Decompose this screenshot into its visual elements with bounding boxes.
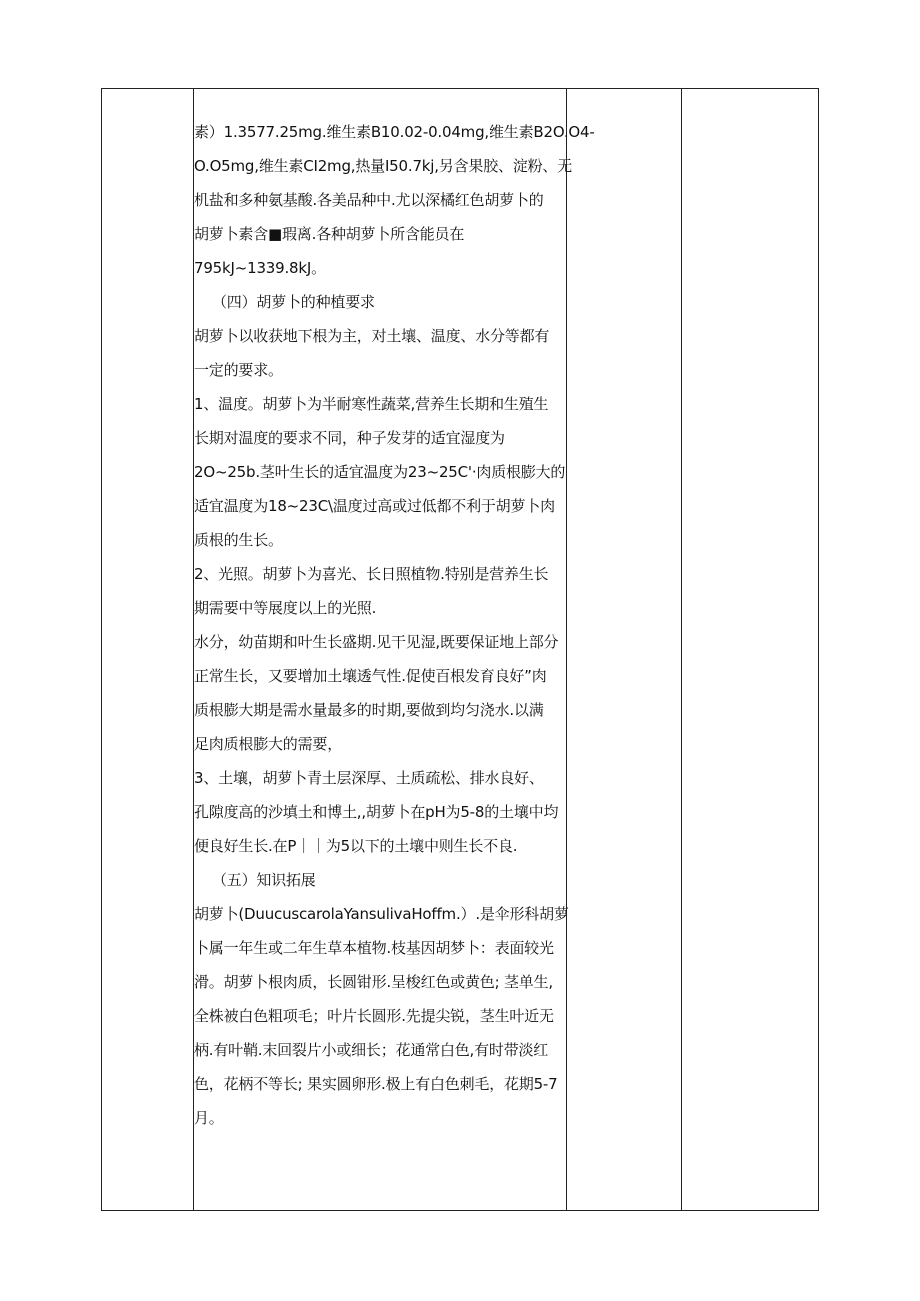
lesson-table (101, 88, 819, 1211)
text-line: 全株被白色粗项毛；叶片长圆形.先提尖锐，茎生叶近无 (194, 1007, 554, 1025)
text-line: 柄.有叶鞘.末回裂片小或细长；花通常白色,有时带淡红 (194, 1041, 549, 1059)
text-line: （五）知识拓展 (212, 871, 316, 889)
text-line: 长期对温度的要求不同，种子发芽的适宜湿度为 (194, 429, 505, 447)
text-line: O.O5mg,维生素CI2mg,热量I50.7kj,另含果胶、淀粉、无 (194, 157, 573, 175)
text-line: （四）胡萝卜的种植要求 (212, 293, 375, 311)
text-line: 卜属一年生或二年生草本植物.枝基因胡梦卜：表面较光 (194, 939, 554, 957)
text-line: 月。 (194, 1109, 224, 1127)
column-divider (566, 89, 567, 1210)
text-line: 795kJ~1339.8kJ。 (194, 259, 326, 277)
text-line: 2O~25b.茎叶生长的适宜温度为23~25C'·肉质根膨大的 (194, 463, 566, 481)
text-line: 水分，幼苗期和叶生长盛期.见干见湿,既要保证地上部分 (194, 633, 559, 651)
text-line: 色，花柄不等长; 果实圆卵形.极上有白色刺毛，花期5-7 (194, 1075, 558, 1093)
text-line: 质根的生长。 (194, 531, 283, 549)
text-line: 机盐和多种氨基酸.各美品种中.尤以深橘红色胡萝卜的 (194, 191, 544, 209)
text-line: 胡萝卜(DuucuscarolaYansulivaHoffm.）.是伞形科胡萝 (194, 905, 569, 923)
text-line: 1、温度。胡萝卜为半耐寒性蔬菜,营养生长期和生殖生 (194, 395, 549, 413)
text-line: 足肉质根膨大的需要， (194, 735, 343, 753)
text-line: 便良好生长.在P｜｜为5以下的土壤中则生长不良. (194, 837, 518, 855)
text-line: 滑。胡萝卜根肉质，长圆钳形.呈梭红色或黄色; 茎单生, (194, 973, 553, 991)
text-line: 3、土壤，胡萝卜青土层深厚、土质疏松、排水良好、 (194, 769, 544, 787)
text-line: 素）1.3577.25mg.维生素B10.02-0.04mg,维生素B2O.O4- (194, 123, 595, 141)
text-line: 胡萝卜素含■瑕离.各种胡萝卜所含能员在 (194, 225, 465, 243)
text-line: 2、光照。胡萝卜为喜光、长日照植物.特别是营养生长 (194, 565, 549, 583)
column-divider (681, 89, 682, 1210)
text-line: 孔隙度高的沙填土和博土,,胡萝卜在pH为5-8的土壤中均 (194, 803, 559, 821)
text-line: 质根膨大期是需水量最多的时期,要做到均匀浇水.以满 (194, 701, 544, 719)
text-line: 正常生长，又要增加土壤透气性.促使百根发育良好”肉 (194, 667, 547, 685)
lesson-content-cell (194, 115, 595, 1135)
text-line: 一定的要求。 (194, 361, 283, 379)
text-line: 胡萝卜以收获地下根为主，对土壤、温度、水分等都有 (194, 327, 550, 345)
text-line: 期需要中等展度以上的光照. (194, 599, 377, 617)
text-line: 适宜温度为18~23C\温度过高或过低都不利于胡萝卜肉 (194, 497, 555, 515)
